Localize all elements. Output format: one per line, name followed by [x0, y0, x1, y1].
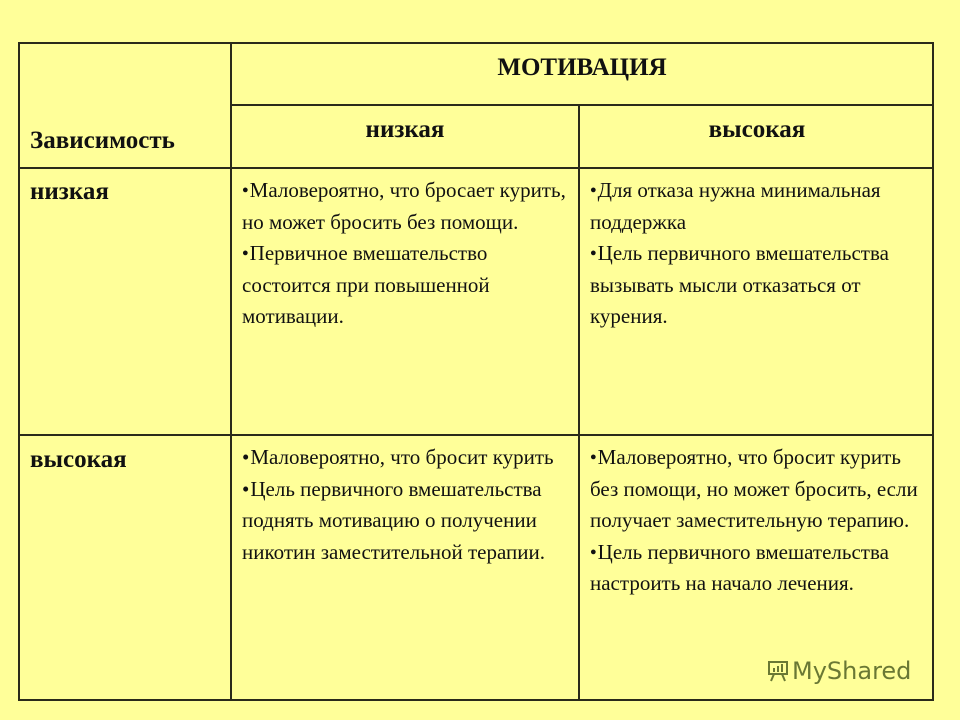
row-divider	[18, 434, 934, 436]
table-border-bottom	[18, 699, 934, 701]
presentation-board-icon	[768, 660, 788, 682]
list-item: • Маловероятно, что бросит курить	[242, 442, 574, 474]
myshared-watermark	[768, 657, 911, 685]
column-header-high: высокая	[708, 116, 806, 143]
list-item: ● Цель первичного вмешательства вызывать мысли отказаться от курения.	[590, 238, 928, 333]
list-item: ● Маловероятно, что бросает курить, но может бросить без помощи.	[242, 175, 574, 238]
list-item: ● Первичное вмешательство состоится при повышенной мотивации.	[242, 238, 574, 333]
header-bottom-line	[18, 167, 934, 169]
watermark-text: MyShared	[792, 657, 912, 685]
cell-low-dep-high-mot	[580, 175, 932, 333]
row-header-low: низкая	[30, 178, 109, 205]
cell-high-dep-low-mot	[232, 442, 578, 568]
list-item: • Цель первичного вмешательства поднять мотивацию о получении никотин заместительной терапии.	[242, 474, 574, 569]
column-group-header: МОТИВАЦИЯ	[497, 54, 667, 81]
corner-header: Зависимость	[30, 127, 175, 154]
cell-high-dep-high-mot	[580, 442, 932, 600]
list-item: ● Цель первичного вмешательства настроить на начало лечения.	[590, 537, 928, 600]
table-border-top	[18, 42, 934, 44]
row-header-high: высокая	[30, 446, 127, 473]
cell-low-dep-low-mot	[232, 175, 578, 333]
column-header-low: низкая	[365, 116, 445, 143]
list-item: ● Для отказа нужна минимальная поддержка	[590, 175, 928, 238]
list-item: ● Маловероятно, что бросит курить без помощи, но может бросить, если получает заместительную терапию.	[590, 442, 928, 537]
header-subdivider	[230, 104, 934, 106]
motivation-dependency-table	[18, 42, 934, 701]
